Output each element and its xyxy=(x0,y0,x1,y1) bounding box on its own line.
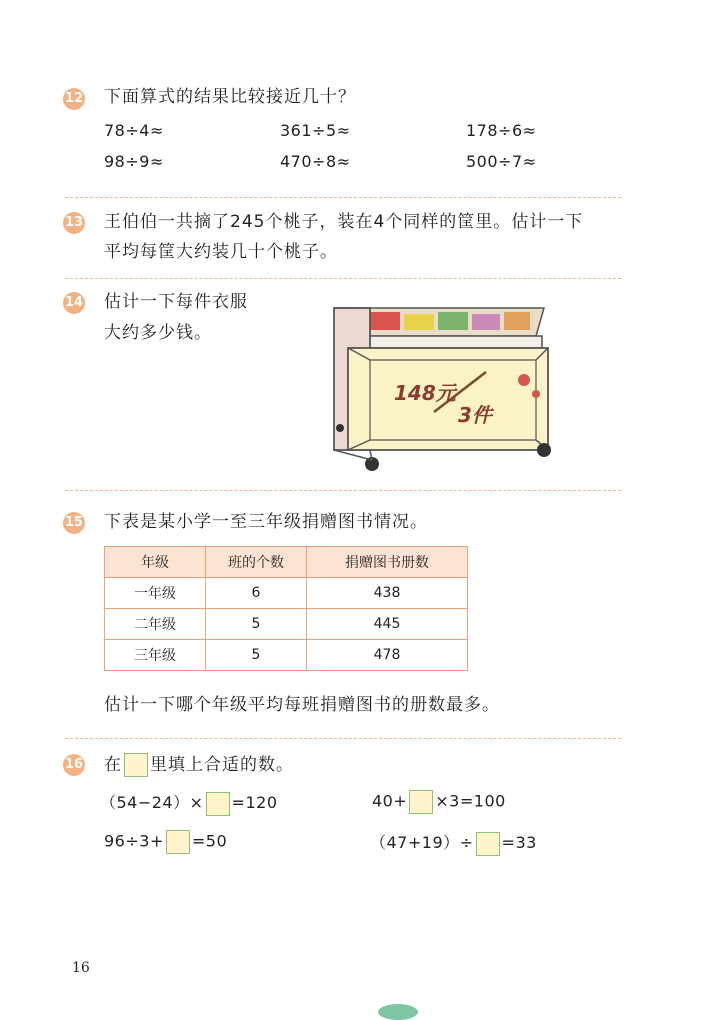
folded-shirt-icon xyxy=(438,312,468,330)
table-header: 捐赠图书册数 xyxy=(307,547,468,578)
expression-part: =33 xyxy=(501,833,537,852)
question-badge-16: 16 xyxy=(63,754,85,776)
expression-part: =120 xyxy=(231,793,278,812)
expression: 178÷6≈ xyxy=(466,121,537,140)
answer-box[interactable] xyxy=(166,830,190,854)
expression-part: ×3=100 xyxy=(435,791,506,811)
question-16-text xyxy=(104,750,294,780)
question-16-text-before: 在 xyxy=(104,755,122,775)
answer-box[interactable] xyxy=(476,832,500,856)
table-cell: 三年级 xyxy=(105,640,206,671)
expression: 98÷9≈ xyxy=(104,152,164,171)
expression: 78÷4≈ xyxy=(104,121,164,140)
fill-in-expression xyxy=(370,830,537,856)
table-header-row xyxy=(105,547,468,578)
flower-icon xyxy=(518,374,530,386)
fill-in-expression xyxy=(372,790,506,814)
question-15-text: 下表是某小学一至三年级捐赠图书情况。 xyxy=(104,512,428,532)
wheel-icon xyxy=(336,424,344,432)
table-cell: 一年级 xyxy=(105,578,206,609)
answer-box[interactable] xyxy=(409,790,433,814)
question-12-text: 下面算式的结果比较接近几十？ xyxy=(104,87,356,107)
section-divider xyxy=(65,197,621,198)
page-decoration xyxy=(378,1004,418,1020)
question-13-line1: 王伯伯一共摘了245个桃子，装在4个同样的筐里。估计一下 xyxy=(104,212,584,232)
table-cell: 438 xyxy=(307,578,468,609)
table-cell: 5 xyxy=(206,640,307,671)
section-divider xyxy=(65,278,621,279)
table-header: 班的个数 xyxy=(206,547,307,578)
price-top-label: 148元 xyxy=(394,381,456,405)
folded-shirt-icon xyxy=(504,312,530,330)
question-badge-15: 15 xyxy=(63,512,85,534)
table-row xyxy=(105,609,468,640)
table-row xyxy=(105,578,468,609)
folded-shirt-icon xyxy=(366,312,400,330)
flower-icon xyxy=(532,390,540,398)
fill-in-expression xyxy=(104,830,227,854)
clothing-cart-illustration xyxy=(326,300,560,476)
price-bottom-label: 3件 xyxy=(458,403,492,427)
donation-table xyxy=(104,546,468,671)
page-number: 16 xyxy=(72,960,90,976)
expression: 500÷7≈ xyxy=(466,152,537,171)
fill-in-expression xyxy=(100,790,278,816)
question-13-line2: 平均每筐大约装几十个桃子。 xyxy=(104,242,338,262)
question-14-line1: 估计一下每件衣服 xyxy=(104,292,248,312)
table-cell: 6 xyxy=(206,578,307,609)
expression-part: 40+ xyxy=(372,791,408,811)
expression-part: （47+19）÷ xyxy=(370,833,474,852)
question-14-line2: 大约多少钱。 xyxy=(104,323,212,343)
table-cell: 478 xyxy=(307,640,468,671)
question-badge-13: 13 xyxy=(63,212,85,234)
expression: 470÷8≈ xyxy=(280,152,351,171)
table-cell: 二年级 xyxy=(105,609,206,640)
folded-shirt-icon xyxy=(404,314,434,330)
table-cell: 5 xyxy=(206,609,307,640)
question-16-text-after: 里填上合适的数。 xyxy=(150,755,294,775)
expression-part: =50 xyxy=(191,831,228,851)
expression: 361÷5≈ xyxy=(280,121,351,140)
section-divider xyxy=(65,490,621,491)
section-divider xyxy=(65,738,621,739)
answer-box[interactable] xyxy=(124,753,148,777)
answer-box[interactable] xyxy=(206,792,230,816)
expression-part: 96÷3+ xyxy=(104,831,164,851)
question-badge-12: 12 xyxy=(63,88,85,110)
expression-part: （54−24）× xyxy=(100,793,204,812)
folded-shirt-icon xyxy=(472,314,500,330)
table-header: 年级 xyxy=(105,547,206,578)
wheel-icon xyxy=(537,443,551,457)
question-badge-14: 14 xyxy=(63,292,85,314)
question-15-followup: 估计一下哪个年级平均每班捐赠图书的册数最多。 xyxy=(104,695,500,715)
table-cell: 445 xyxy=(307,609,468,640)
table-row xyxy=(105,640,468,671)
